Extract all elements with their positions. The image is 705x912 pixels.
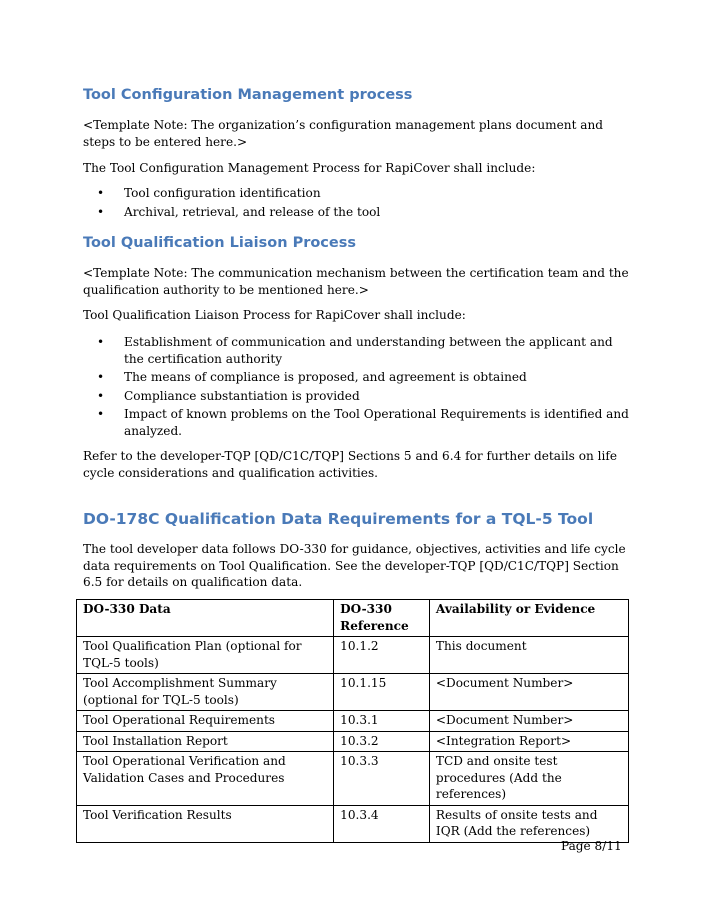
table-header-row bbox=[77, 600, 629, 637]
table-row bbox=[77, 752, 629, 806]
template-note-liaison: <Template Note: The communication mechanism between the certification team and the qualification authority to be mentioned here.> bbox=[83, 266, 629, 297]
table-row bbox=[77, 805, 629, 842]
table-row bbox=[77, 674, 629, 711]
table-cell: 10.1.2 bbox=[334, 637, 430, 674]
page-number: Page 8/11 bbox=[561, 839, 622, 853]
config-intro: The Tool Configuration Management Process for RapiCover shall include: bbox=[83, 161, 536, 175]
table-row bbox=[77, 637, 629, 674]
column-header: Availability or Evidence bbox=[429, 600, 628, 637]
list-item: • Impact of known problems on the Tool Operational Requirements is identified and analyzed. bbox=[83, 406, 629, 439]
heading-qualification-data: DO-178C Qualification Data Requirements for a TQL-5 Tool bbox=[83, 510, 594, 528]
config-bullet-list bbox=[83, 185, 629, 220]
refer-paragraph: Refer to the developer-TQP [QD/C1C/TQP] Sections 5 and 6.4 for further details on life cycle considerations and qualification activities. bbox=[83, 449, 618, 480]
table-cell: This document bbox=[429, 637, 628, 674]
table-cell: Tool Installation Report bbox=[77, 731, 334, 752]
column-header: DO-330 Data bbox=[77, 600, 334, 637]
column-header: DO-330 Reference bbox=[334, 600, 430, 637]
table-cell: 10.3.4 bbox=[334, 805, 430, 842]
table-cell: Results of onsite tests and IQR (Add the references) bbox=[429, 805, 628, 842]
list-item: • Compliance substantiation is provided bbox=[83, 388, 629, 405]
list-item: • Archival, retrieval, and release of the tool bbox=[83, 204, 629, 221]
table-cell: Tool Qualification Plan (optional for TQL-5 tools) bbox=[77, 637, 334, 674]
table-cell: <Document Number> bbox=[429, 711, 628, 732]
table-cell: 10.1.15 bbox=[334, 674, 430, 711]
table-cell: Tool Operational Verification and Validation Cases and Procedures bbox=[77, 752, 334, 806]
heading-liaison-process: Tool Qualification Liaison Process bbox=[83, 235, 357, 251]
table-cell: 10.3.2 bbox=[334, 731, 430, 752]
table-row bbox=[77, 711, 629, 732]
table-row bbox=[77, 731, 629, 752]
template-note-config: <Template Note: The organization’s configuration management plans document and steps to be entered here.> bbox=[83, 118, 604, 149]
table-cell: 10.3.3 bbox=[334, 752, 430, 806]
table-cell: <Integration Report> bbox=[429, 731, 628, 752]
liaison-bullet-list bbox=[83, 334, 629, 439]
list-item: • The means of compliance is proposed, and agreement is obtained bbox=[83, 369, 629, 386]
heading-config-management: Tool Configuration Management process bbox=[83, 87, 413, 103]
table-cell: <Document Number> bbox=[429, 674, 628, 711]
qualification-data-table bbox=[76, 599, 629, 843]
table-cell: Tool Operational Requirements bbox=[77, 711, 334, 732]
qualification-data-intro: The tool developer data follows DO-330 for guidance, objectives, activities and life cycle data requirements on Tool Qualification. See the developer-TQP [QD/C1C/TQP] Section 6.5 for details on qualification data. bbox=[83, 542, 626, 589]
table-cell: Tool Accomplishment Summary (optional for TQL-5 tools) bbox=[77, 674, 334, 711]
list-item: • Tool configuration identification bbox=[83, 185, 629, 202]
table-cell: 10.3.1 bbox=[334, 711, 430, 732]
table-cell: Tool Verification Results bbox=[77, 805, 334, 842]
table-cell: TCD and onsite test procedures (Add the references) bbox=[429, 752, 628, 806]
liaison-intro: Tool Qualification Liaison Process for RapiCover shall include: bbox=[83, 308, 466, 322]
list-item: • Establishment of communication and understanding between the applicant and the certification authority bbox=[83, 334, 629, 367]
